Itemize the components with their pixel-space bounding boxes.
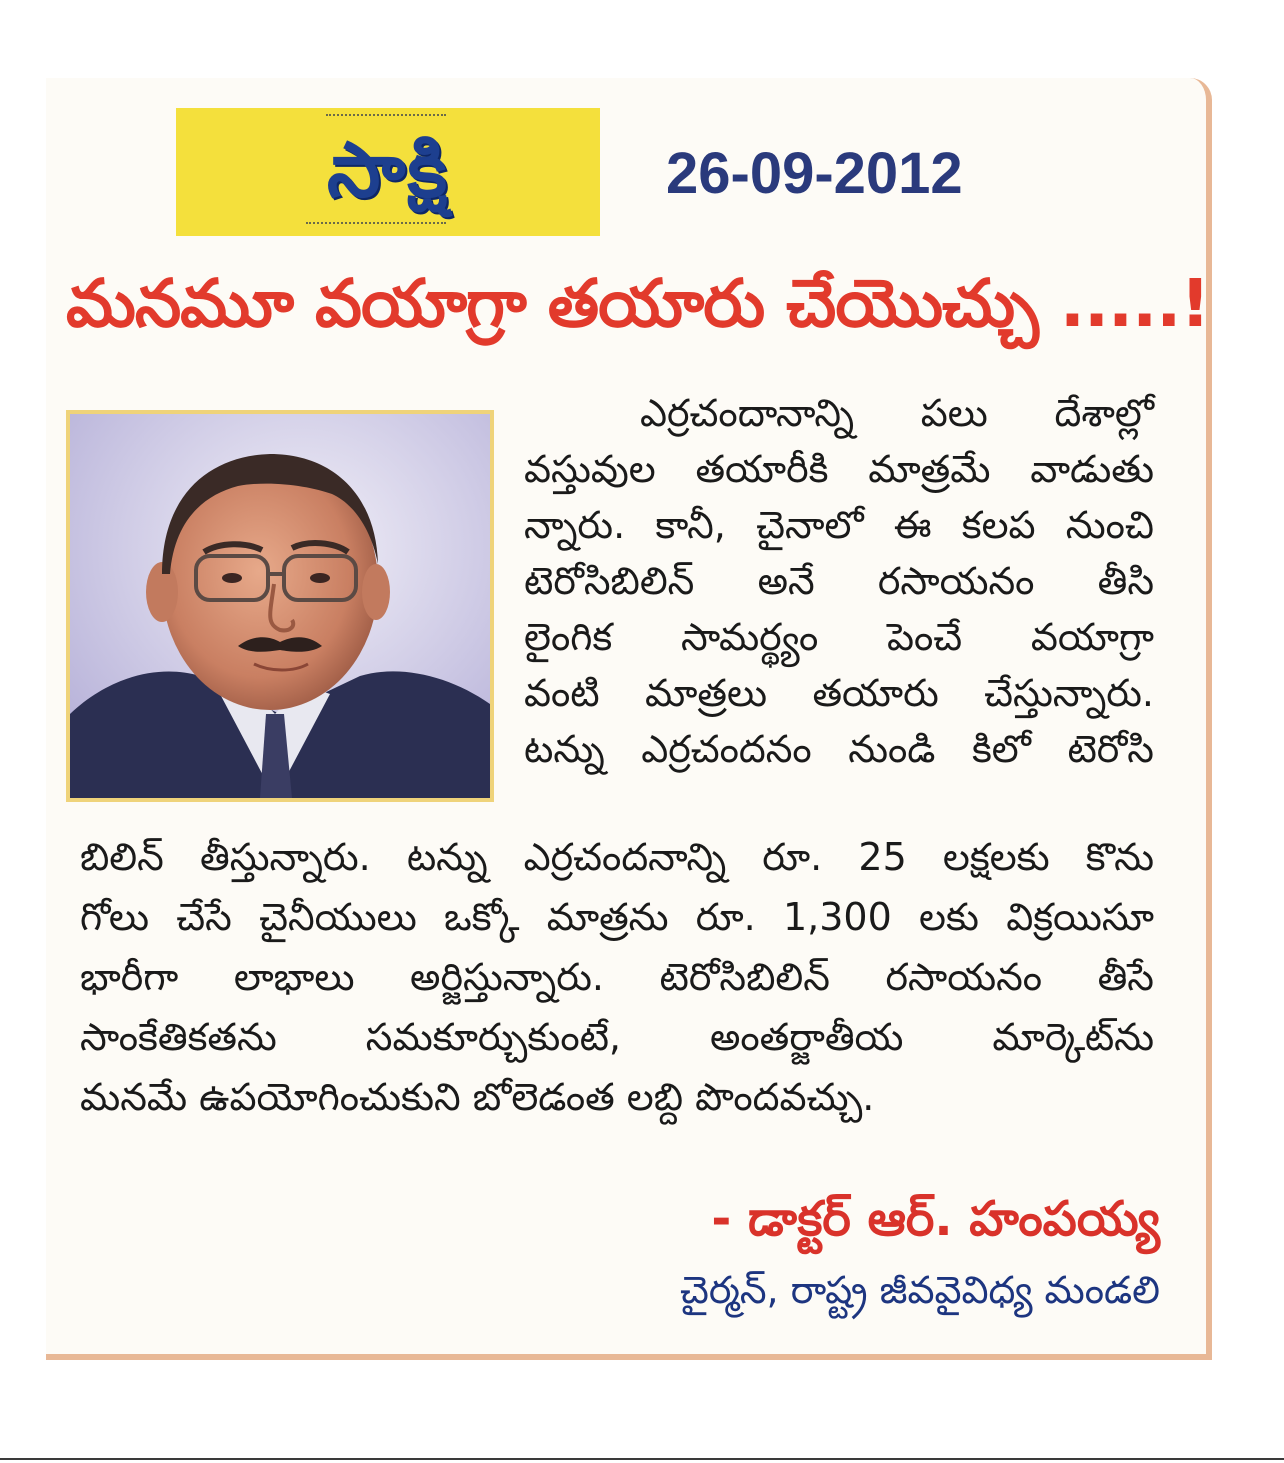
portrait-image: [70, 414, 490, 798]
newspaper-logo: సాక్షి: [326, 125, 450, 214]
masthead-tagline-mark: [326, 114, 446, 122]
publication-date: 26-09-2012: [666, 141, 963, 206]
newspaper-masthead: [176, 108, 600, 236]
article-author: - డాక్టర్ ఆర్. హంపయ్య: [711, 1191, 1160, 1247]
page: సాక్షి 26-09-2012 మనమూ వయాగ్రా తయారు చేయొచ్చు .....! ఎర్రచందానాన్ని పలు దేశాల్లో వస్తువుల తయారీకి మాత్రమే వాడుతు న్నారు. కానీ, చైనాలో ఈ కలప నుంచి టెరోసిబిలిన్ అనే రసాయనం తీసి లైంగిక సామర్థ్యం పెంచే వయాగ్రా వంటి మాత్రలు తయారు చేస్తున్నారు. టన్ను ఎర్రచందనం నుండి కిలో టెరోసి బిలిన్ తీస్తున్నారు. టన్ను ఎర్రచందనాన్ని రూ. 25 లక్షలకు కొను గోలు చేసే చైనీయులు ఒక్కో మాత్రను రూ. 1,300 లకు విక్రయిసూ భారీగా లాభాలు అర్జిస్తున్నారు. టెరోసిబిలిన్ రసాయనం తీసే సాంకేతికతను సమకూర్చుకుంటే, అంతర్జాతీయ మార్కెట్‌ను మనమే ఉపయోగించుకుని బోలెడంత లబ్ది పొందవచ్చు. - డాక్టర్ ఆర్. హంపయ్య చైర్మన్, రాష్ట్ర జీవవైవిధ్య మండలి: [0, 0, 1284, 1463]
author-photo: [66, 410, 494, 802]
article-headline: మనమూ వయాగ్రా తయారు చేయొచ్చు .....!: [66, 265, 1210, 342]
author-designation: చైర్మన్, రాష్ట్ర జీవవైవిధ్య మండలి: [680, 1268, 1160, 1312]
masthead-url-mark: [306, 222, 446, 228]
bottom-divider: [0, 1458, 1284, 1460]
